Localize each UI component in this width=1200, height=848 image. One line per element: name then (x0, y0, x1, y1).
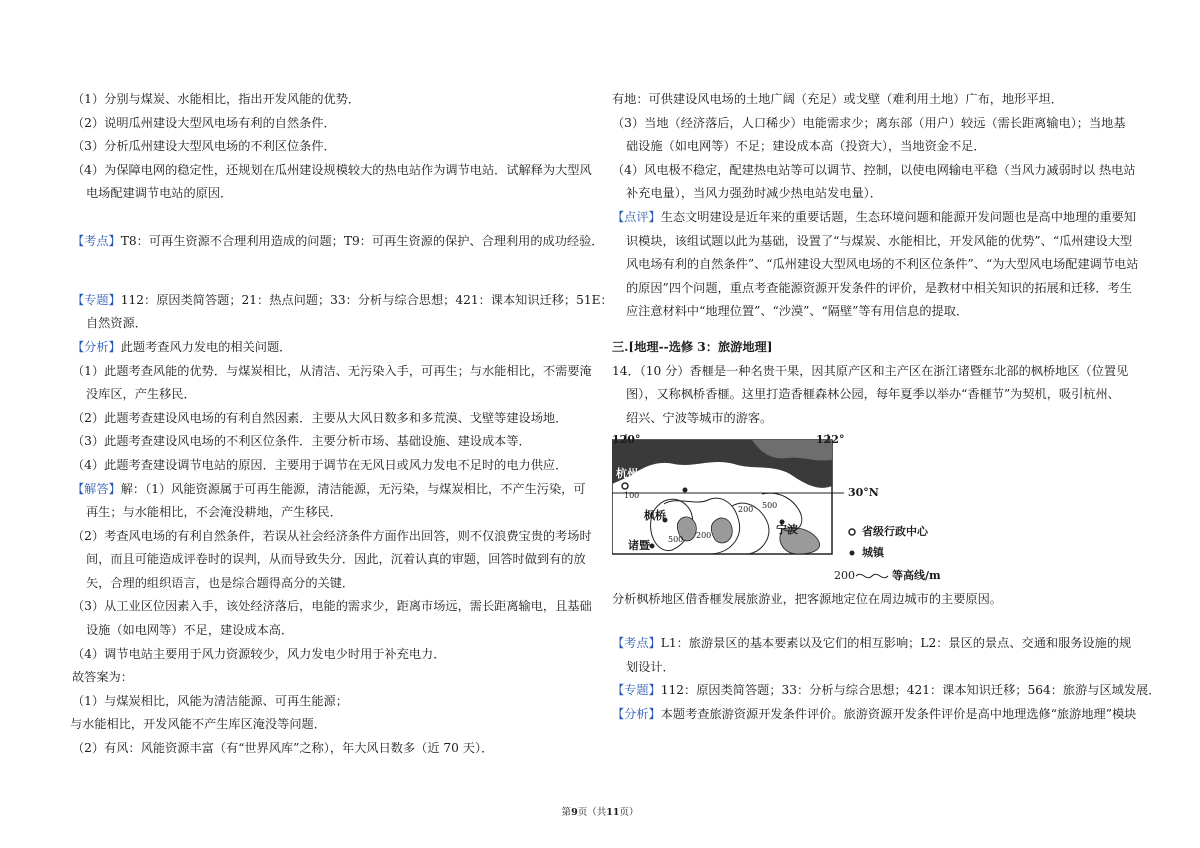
city-zhuji: 诸暨 (628, 539, 650, 553)
fenxi-2 (612, 703, 1137, 727)
contour-label: 200 (696, 531, 712, 541)
legend-contour-symbol (856, 575, 888, 578)
left-column (70, 88, 613, 761)
legend-contour-label: 等高线/m (892, 569, 941, 583)
section-3-heading: 三.[地理--选修 3：旅游地理] (612, 339, 773, 354)
zhuanti-cont: 自然资源． (86, 316, 147, 331)
fenxi-text: 此题考查风力发电的相关问题． (120, 339, 292, 354)
answer-3-cont: 础设施（如电网等）不足；建设成本高（投资大），当地资金不足． (626, 139, 986, 154)
footer-total-pages: 11 (606, 807, 620, 818)
contour-label: 100 (624, 491, 640, 501)
legend-contour-value: 200 (834, 569, 855, 583)
kaodian-2-cont: 划设计． (626, 659, 675, 674)
kaodian-tag: 【考点】 (72, 233, 121, 248)
town-marker (683, 488, 688, 493)
fenxi (72, 336, 592, 360)
dianping-cont-2: 风电场有利的自然条件”、“瓜州建设大型风电场的不利区位条件”、“为大型风电场配建调节电站 (626, 257, 1139, 272)
legend-capital-symbol (849, 529, 855, 535)
kaodian-text: T8：可再生资源不合理利用造成的问题；T9：可再生资源的保护、合理利用的成功经验． (120, 233, 604, 248)
footer-page-number: 9 (571, 807, 578, 818)
city-fengqiao: 枫桥 (644, 509, 666, 523)
legend-town-symbol (850, 551, 855, 556)
question-14-cont-2: 绍兴、宁波等城市的游客。 (626, 410, 773, 425)
dianping-cont-1: 识模块，该组试题以此为基础，设置了“与煤炭、水能相比，开发风能的优势”、“瓜州建设大型 (626, 233, 1133, 248)
legend-capital-label: 省级行政中心 (862, 525, 928, 539)
longitude-120: 120° (612, 433, 641, 447)
question-4-cont: 电场配建调节电站的原因． (86, 186, 233, 201)
question-14: 14．（10 分）香榧是一种名贵干果，因其原产区和主产区在浙江诸暨东北部的枫桥地区（位置见 (612, 363, 1129, 378)
dianping-cont-4: 应注意材料中“地理位置”、“沙漠”、“隔壁”等有用信息的提取． (626, 304, 969, 319)
jieda-cont: 再生；与水能相比，不会淹没耕地，产生移民． (86, 505, 342, 520)
analysis-4: （4）此题考查建设调节电站的原因．主要用于调节在无风日或风力发电不足时的电力供应． (72, 457, 568, 472)
jieda (72, 478, 592, 502)
page-footer (0, 804, 1200, 818)
answer-1-cont: 与水能相比，开发风能不产生库区淹没等问题． (70, 717, 326, 732)
answer-2: （2）有风：风能资源丰富（有“世界风库”之称），年大风日数多（近 70 天）． (72, 741, 494, 756)
solution-3: （3）从工业区位因素入手，该处经济落后，电能的需求少，距离市场远，需长距离输电，且基础 (72, 599, 592, 614)
jieda-text: 解：（1）风能资源属于可再生能源，清洁能源，无污染，与煤炭相比，不产生污染，可 (120, 481, 586, 496)
solution-3-cont: 设施（如电网等）不足，建设成本高． (86, 623, 294, 638)
answer-4: （4）风电极不稳定，配建热电站等可以调节、控制，以使电网输电平稳（当风力减弱时以 热电站 (612, 162, 1136, 177)
zhuanti (72, 289, 613, 313)
fenxi-2-tag: 【分析】 (612, 706, 661, 721)
high-ground (711, 518, 732, 543)
analysis-1-cont: 没库区，产生移民． (86, 387, 196, 402)
solution-4: （4）调节电站主要用于风力资源较少，风力发电少时用于补充电力． (72, 646, 446, 661)
legend-town-label: 城镇 (862, 546, 884, 560)
fengqiao-map (612, 434, 972, 584)
contour-label: 500 (668, 535, 684, 545)
fenxi-2-text: 本题考查旅游资源开发条件评价。旅游资源开发条件评价是高中地理选修“旅游地理”模块 (660, 706, 1137, 721)
town-marker (650, 544, 655, 549)
dianping (612, 206, 1137, 230)
dianping-cont-3: 的原因”四个问题，重点考查能源资源开发条件的评价，是教材中相关知识的拓展和迁移．考生 (626, 280, 1132, 295)
question-14-cont-1: 图），又称枫桥香榧。这里打造香榧森林公园，每年夏季以举办“香榧节”为契机，吸引杭州、 (626, 387, 1120, 402)
kaodian (72, 230, 604, 254)
contour-label: 200 (738, 505, 754, 515)
city-ningbo: 宁波 (776, 523, 798, 537)
map-figure (612, 434, 972, 584)
footer-mid: 页（共 (577, 807, 607, 818)
contour-label: 500 (762, 501, 778, 511)
right-column (612, 88, 1161, 726)
answer-1: （1）与煤炭相比，风能为清洁能源、可再生能源； (72, 693, 348, 708)
question-2: （2）说明瓜州建设大型风电场有利的自然条件． (72, 115, 336, 130)
longitude-122: 122° (816, 433, 845, 447)
zhuanti-tag: 【专题】 (72, 292, 121, 307)
city-hangzhou: 杭州 (616, 467, 638, 481)
footer-post: 页） (619, 807, 639, 818)
kaodian-2-text: L1：旅游景区的基本要素以及它们的相互影响；L2：景区的景点、交通和服务设施的规 (660, 635, 1132, 650)
answer-2-cont: 有地：可供建设风电场的土地广阔（充足）或戈壁（难利用土地）广布，地形平坦． (612, 92, 1063, 106)
solution-2: （2）考查风电场的有利自然条件，若误从社会经济条件方面作出回答，则不仅浪费宝贵的考场时 (72, 528, 592, 543)
zhuanti-2 (612, 679, 1161, 703)
jieda-tag: 【解答】 (72, 481, 121, 496)
kaodian-2 (612, 632, 1132, 656)
answer-heading: 故答案为： (72, 670, 133, 685)
dianping-tag: 【点评】 (612, 209, 661, 224)
solution-2-cont-1: 间，而且可能造成评卷时的误判，从而导致失分．因此，沉着认真的审题，回答时做到有的放 (86, 552, 586, 567)
zhuanti-2-tag: 【专题】 (612, 683, 661, 698)
answer-4-cont: 补充电量），当风力强劲时减少热电站发电量）． (626, 186, 882, 201)
latitude-30n: 30°N (848, 486, 879, 500)
analysis-1: （1）此题考查风能的优势．与煤炭相比，从清洁、无污染入手，可再生；与水能相比，不需要淹 (72, 363, 592, 378)
answer-3: （3）当地（经济落后，人口稀少）电能需求少；离东部（用户）较远（需长距离输电）；当地基 (612, 115, 1126, 130)
footer-pre: 第 (561, 807, 572, 818)
zhuanti-2-text: 112：原因类简答题；33：分析与综合思想；421：课本知识迁移；564：旅游与区域发展． (660, 683, 1161, 698)
fenxi-tag: 【分析】 (72, 339, 121, 354)
dianping-text: 生态文明建设是近年来的重要话题，生态环境问题和能源开发问题也是高中地理的重要知 (660, 209, 1137, 224)
question-1: （1）分别与煤炭、水能相比，指出开发风能的优势． (72, 92, 361, 106)
analysis-3: （3）此题考查建设风电场的不利区位条件．主要分析市场、基础设施、建设成本等． (72, 434, 531, 449)
solution-2-cont-2: 矢，合理的组织语言，也是综合题得高分的关键． (86, 575, 355, 590)
zhuanti-text: 112：原因类简答题；21：热点问题；33：分析与综合思想；421：课本知识迁移；51E： (120, 292, 613, 307)
question-4: （4）为保障电网的稳定性，还规划在瓜州建设规模较大的热电站作为调节电站．试解释为大型风 (72, 162, 592, 177)
question-14-ask: 分析枫桥地区借香榧发展旅游业，把客源地定位在周边城市的主要原因。 (612, 592, 1002, 607)
kaodian-2-tag: 【考点】 (612, 635, 661, 650)
analysis-2: （2）此题考查建设风电场的有利自然因素．主要从大风日数多和多荒漠、戈壁等建设场地． (72, 410, 568, 425)
city-shaoxing: 绍兴 (672, 475, 694, 489)
question-3: （3）分析瓜州建设大型风电场的不利区位条件． (72, 139, 336, 154)
